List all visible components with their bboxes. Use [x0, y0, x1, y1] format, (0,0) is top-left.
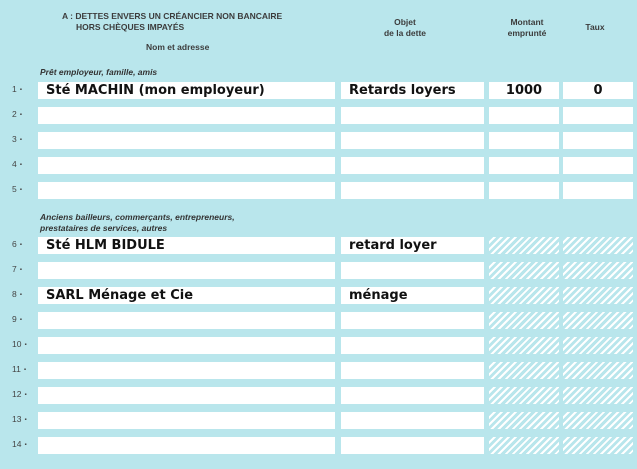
- montant-field[interactable]: [489, 182, 559, 199]
- objet-field[interactable]: [341, 157, 484, 174]
- montant-line-2: emprunté: [507, 28, 547, 38]
- name-field[interactable]: SARL Ménage et Cie: [38, 287, 335, 304]
- name-field[interactable]: [38, 157, 335, 174]
- column-header-taux: Taux: [585, 22, 605, 32]
- objet-field[interactable]: [341, 262, 484, 279]
- objet-line-1: Objet: [394, 17, 416, 27]
- taux-disabled: [563, 362, 633, 379]
- table-row: [0, 287, 637, 304]
- objet-field[interactable]: [341, 412, 484, 429]
- name-field[interactable]: [38, 312, 335, 329]
- table-row: [0, 262, 637, 279]
- title-line-2: HORS CHÈQUES IMPAYÉS: [76, 22, 185, 32]
- objet-field[interactable]: retard loyer: [341, 237, 484, 254]
- table-row: [0, 82, 637, 99]
- taux-disabled: [563, 287, 633, 304]
- title-line-1: A : DETTES ENVERS UN CRÉANCIER NON BANCAIRE: [62, 11, 283, 21]
- name-field[interactable]: [38, 262, 335, 279]
- row-number: 8 ▪: [12, 289, 34, 299]
- montant-disabled: [489, 337, 559, 354]
- table-row: [0, 437, 637, 454]
- montant-field[interactable]: [489, 157, 559, 174]
- objet-field[interactable]: [341, 437, 484, 454]
- montant-field[interactable]: [489, 132, 559, 149]
- name-field[interactable]: Sté HLM BIDULE: [38, 237, 335, 254]
- montant-disabled: [489, 287, 559, 304]
- table-row: [0, 412, 637, 429]
- row-number: 1 ▪: [12, 84, 34, 94]
- name-field[interactable]: [38, 412, 335, 429]
- table-row: [0, 107, 637, 124]
- taux-disabled: [563, 237, 633, 254]
- name-field[interactable]: [38, 337, 335, 354]
- row-number: 11 ▪: [12, 364, 34, 374]
- table-row: [0, 237, 637, 254]
- table-row: [0, 387, 637, 404]
- row-number: 5 ▪: [12, 184, 34, 194]
- montant-disabled: [489, 437, 559, 454]
- montant-line-1: Montant: [510, 17, 544, 27]
- table-row: [0, 132, 637, 149]
- table-row: [0, 312, 637, 329]
- taux-disabled: [563, 312, 633, 329]
- row-number: 12 ▪: [12, 389, 34, 399]
- table-row: [0, 157, 637, 174]
- row-number: 10 ▪: [12, 339, 34, 349]
- name-field[interactable]: [38, 362, 335, 379]
- objet-field[interactable]: ménage: [341, 287, 484, 304]
- montant-field[interactable]: 1000: [489, 82, 559, 99]
- taux-disabled: [563, 337, 633, 354]
- taux-field[interactable]: 0: [563, 82, 633, 99]
- montant-disabled: [489, 312, 559, 329]
- name-field[interactable]: [38, 107, 335, 124]
- taux-disabled: [563, 262, 633, 279]
- taux-disabled: [563, 437, 633, 454]
- row-number: 2 ▪: [12, 109, 34, 119]
- taux-field[interactable]: [563, 157, 633, 174]
- objet-field[interactable]: [341, 107, 484, 124]
- row-number: 13 ▪: [12, 414, 34, 424]
- name-field[interactable]: [38, 132, 335, 149]
- column-header-objet: [375, 17, 435, 39]
- row-number: 6 ▪: [12, 239, 34, 249]
- row-number: 9 ▪: [12, 314, 34, 324]
- section-label-loans: Prêt employeur, famille, amis: [40, 67, 158, 77]
- section-label-creditors: [40, 212, 300, 234]
- montant-disabled: [489, 412, 559, 429]
- objet-field[interactable]: [341, 132, 484, 149]
- taux-field[interactable]: [563, 182, 633, 199]
- table-row: [0, 337, 637, 354]
- objet-field[interactable]: [341, 182, 484, 199]
- row-number: 7 ▪: [12, 264, 34, 274]
- montant-disabled: [489, 362, 559, 379]
- montant-disabled: [489, 262, 559, 279]
- montant-field[interactable]: [489, 107, 559, 124]
- objet-field[interactable]: [341, 312, 484, 329]
- table-row: [0, 362, 637, 379]
- name-field[interactable]: [38, 182, 335, 199]
- column-header-name: Nom et adresse: [146, 42, 210, 52]
- name-field[interactable]: Sté MACHIN (mon employeur): [38, 82, 335, 99]
- taux-disabled: [563, 412, 633, 429]
- name-field[interactable]: [38, 387, 335, 404]
- section2-line-2: prestataires de services, autres: [40, 223, 168, 233]
- objet-field[interactable]: Retards loyers: [341, 82, 484, 99]
- montant-disabled: [489, 237, 559, 254]
- taux-field[interactable]: [563, 132, 633, 149]
- objet-field[interactable]: [341, 337, 484, 354]
- objet-field[interactable]: [341, 362, 484, 379]
- form-section-title: [62, 11, 302, 33]
- row-number: 4 ▪: [12, 159, 34, 169]
- objet-field[interactable]: [341, 387, 484, 404]
- row-number: 3 ▪: [12, 134, 34, 144]
- table-row: [0, 182, 637, 199]
- name-field[interactable]: [38, 437, 335, 454]
- montant-disabled: [489, 387, 559, 404]
- column-header-montant: [492, 17, 562, 39]
- section2-line-1: Anciens bailleurs, commerçants, entrepreneurs,: [40, 212, 235, 222]
- taux-field[interactable]: [563, 107, 633, 124]
- objet-line-2: de la dette: [383, 28, 427, 38]
- row-number: 14 ▪: [12, 439, 34, 449]
- taux-disabled: [563, 387, 633, 404]
